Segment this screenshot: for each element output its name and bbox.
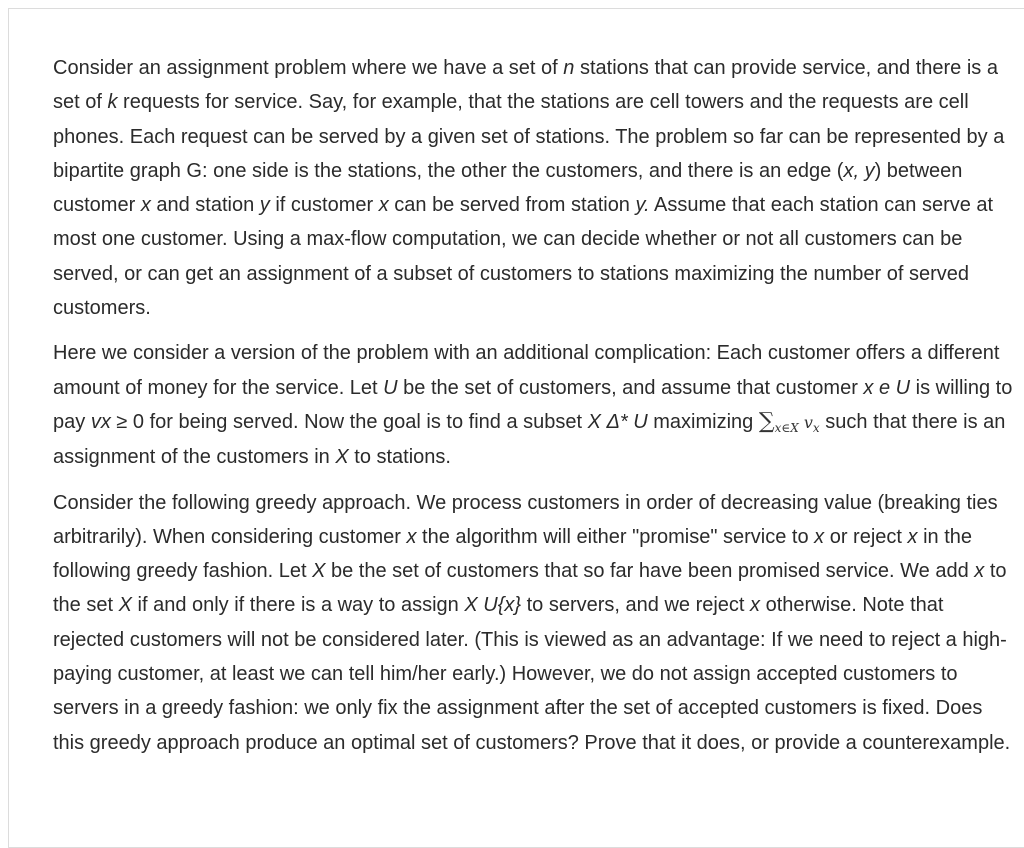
text-segment: requests for service. Say, for example, that the stations are cell towers and the requests are cell phones. Each request can be served by a given set of stations. The problem so far can be represented by a bipartite graph G: one side is the stations, the other the customers, and there is an edge ( [53, 91, 1005, 182]
text-segment: if customer [269, 194, 379, 217]
math-y: y. [635, 194, 650, 217]
math-X-union-x: X U{x} [464, 594, 522, 617]
paragraph-1 [53, 51, 1013, 325]
math-xy: x, y [843, 159, 875, 182]
math-x: x [750, 594, 761, 617]
paragraph-3 [53, 486, 1013, 760]
text-segment: in the following greedy fashion. Let [53, 525, 972, 583]
text-segment: to stations. [348, 446, 451, 469]
math-X-subset-U: X Δ* U [587, 410, 648, 433]
math-x: x [974, 560, 985, 583]
math-x: x [814, 525, 825, 548]
text-segment: be the set of customers, and assume that customer [397, 376, 864, 399]
math-vx: vx [90, 410, 111, 433]
sum-symbol: ∑ [758, 408, 775, 434]
math-y: y [259, 194, 270, 217]
sum-expression [758, 408, 820, 436]
math-x: x [378, 194, 389, 217]
sum-term: v [803, 412, 813, 432]
text-segment: can be served from station [388, 194, 636, 217]
math-X: X [335, 446, 349, 469]
text-segment: stations that can provide service, and there is a set of [53, 57, 998, 114]
text-segment: such that there is an assignment of the customers in [53, 410, 1006, 469]
text-segment: if and only if there is a way to assign [131, 594, 465, 617]
text-segment: otherwise. Note that rejected customers will not be considered later. (This is viewed as an advantage: If we need to reject a high-paying customer, at least we can tell him/her early.) However, we do not assign accepted customers to servers in a greedy fashion: we only fix the assignment after the set of accepted customers is fixed. Does this greedy approach produce an optimal set of customers? Prove that it does, or provide a counterexample. [53, 594, 1011, 754]
math-k: k [107, 91, 118, 114]
math-x-in-U: x e U [863, 376, 911, 399]
text-segment: the algorithm will either "promise" service to [416, 525, 815, 548]
sum-term-index: x [812, 421, 820, 436]
text-segment: to servers, and we reject [521, 594, 751, 617]
math-x: x [907, 525, 918, 548]
text-segment: or reject [824, 525, 908, 548]
text-segment: and station [150, 194, 260, 217]
paragraph-2 [53, 336, 1013, 474]
sum-index: x∈X [774, 421, 799, 436]
math-X: X [118, 594, 132, 617]
text-segment: be the set of customers that so far have been promised service. We add [325, 560, 975, 583]
text-segment: is willing to pay [53, 376, 1013, 433]
text-segment: Consider the following greedy approach. We process customers in order of decreasing value (breaking ties arbitrarily). When considering customer [53, 491, 998, 548]
text-segment: Consider an assignment problem where we have a set of [53, 57, 564, 79]
text-segment: Here we consider a version of the problem with an additional complication: Each customer offers a different amount of money for the service. Let [53, 342, 1000, 399]
math-n: n [563, 57, 575, 79]
text-segment: to the set [53, 560, 1007, 617]
text-segment: Assume that each station can serve at most one customer. Using a max-flow computation, we can decide whether or not all customers can be served, or can get an assignment of a subset of customers to stations maximizing the number of served customers. [53, 194, 994, 320]
text-segment: ≥ 0 for being served. Now the goal is to find a subset [110, 410, 588, 433]
math-X: X [312, 560, 326, 583]
problem-text [53, 51, 1013, 760]
math-x: x [140, 194, 151, 217]
math-U: U [383, 376, 398, 399]
text-segment: maximizing [647, 410, 759, 433]
text-segment: ) between customer [53, 159, 963, 217]
math-x: x [406, 525, 417, 548]
